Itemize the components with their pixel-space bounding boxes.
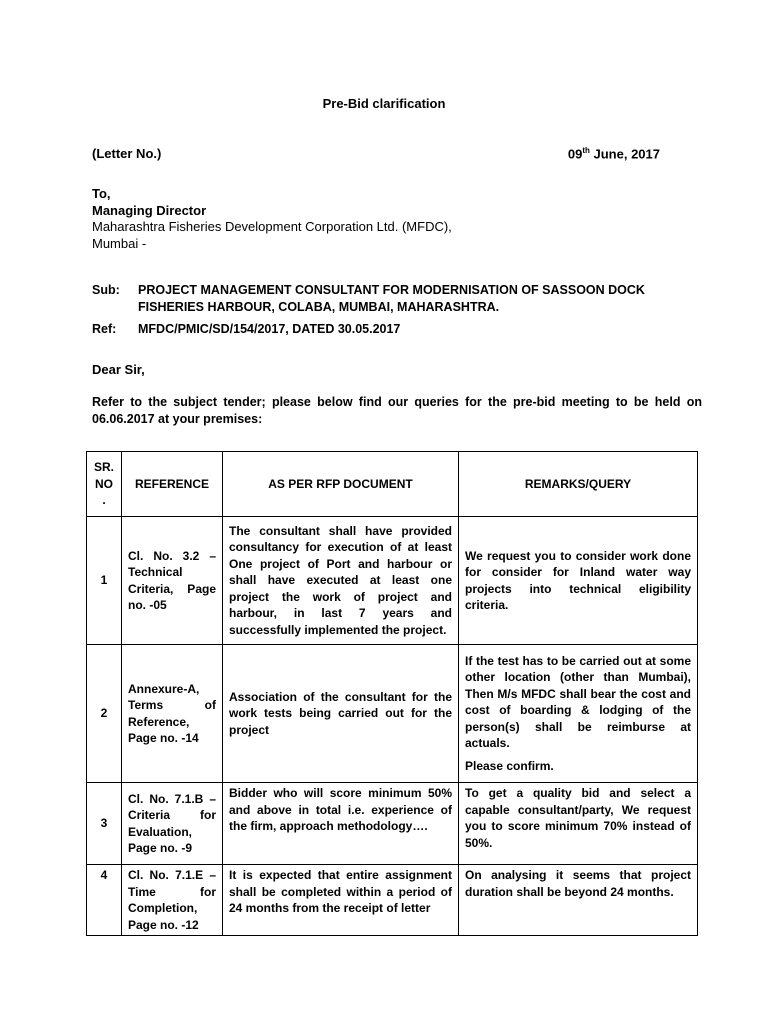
header-rfp: AS PER RFP DOCUMENT bbox=[223, 452, 459, 517]
subject-label: Sub: bbox=[92, 283, 120, 297]
address-block bbox=[92, 186, 692, 252]
city: Mumbai - bbox=[92, 235, 147, 251]
row-reference: Cl. No. 7.1.B – Criteria for Evaluation, Page no. -9 bbox=[122, 783, 223, 865]
subject-line bbox=[92, 282, 702, 315]
row-rfp: It is expected that entire assignment shall be completed within a period of 24 months from the receipt of letter bbox=[223, 865, 459, 936]
table-row bbox=[87, 783, 698, 865]
row-reference: Annexure-A, Terms of Reference, Page no. -14 bbox=[122, 645, 223, 783]
row-remarks: We request you to consider work done for consider for Inland water way projects into technical eligibility criteria. bbox=[459, 517, 698, 645]
row-sr: 1 bbox=[87, 517, 122, 645]
organisation: Maharashtra Fisheries Development Corporation Ltd. (MFDC), bbox=[92, 219, 452, 234]
row-remarks: On analysing it seems that project duration shall be beyond 24 months. bbox=[459, 865, 698, 936]
row-remarks bbox=[459, 645, 698, 783]
header-reference: REFERENCE bbox=[122, 452, 223, 517]
row-remarks: To get a quality bid and select a capable consultant/party, We request you to score minimum 70% instead of 50%. bbox=[459, 783, 698, 865]
salutation: Dear Sir, bbox=[92, 362, 145, 377]
row-rfp: Association of the consultant for the work tests being carried out for the project bbox=[223, 645, 459, 783]
table-row bbox=[87, 645, 698, 783]
reference-label: Ref: bbox=[92, 322, 117, 336]
to-line: To, bbox=[92, 186, 111, 201]
remarks-extra: Please confirm. bbox=[465, 758, 554, 773]
date-month-year: June, 2017 bbox=[589, 146, 660, 162]
table-header-row bbox=[87, 452, 698, 517]
row-rfp: Bidder who will score minimum 50% and above in total i.e. experience of the firm, approach methodology…. bbox=[223, 783, 459, 865]
row-reference: Cl. No. 7.1.E – Time for Completion, Page no. -12 bbox=[122, 865, 223, 936]
remarks-text: If the test has to be carried out at some other location (other than Mumbai), Then M/s MFDC shall bear the cost and cost of boarding & lodging of the person(s) shall be reimburse at actuals. bbox=[465, 653, 691, 751]
reference-line bbox=[92, 321, 702, 338]
queries-table bbox=[86, 451, 698, 936]
row-sr: 3 bbox=[87, 783, 122, 865]
header-sr-no: SR. NO . bbox=[87, 452, 122, 517]
subject-text: PROJECT MANAGEMENT CONSULTANT FOR MODERNISATION OF SASSOON DOCK FISHERIES HARBOUR, COLABA, MUMBAI, MAHARASHTRA. bbox=[138, 283, 645, 314]
reference-text: MFDC/PMIC/SD/154/2017, DATED 30.05.2017 bbox=[138, 322, 401, 336]
row-rfp: The consultant shall have provided consultancy for execution of at least One project of Port and harbour or shall have executed at least one project the work of project and harbour, in last 7 years and successfully implemented the project. bbox=[223, 517, 459, 645]
date-day: 09 bbox=[567, 146, 583, 162]
page-title: Pre-Bid clarification bbox=[322, 96, 446, 111]
letter-header-row bbox=[92, 146, 660, 161]
header-remarks: REMARKS/QUERY bbox=[459, 452, 698, 517]
row-sr: 2 bbox=[87, 645, 122, 783]
addressee: Managing Director bbox=[92, 202, 207, 218]
date-suffix: th bbox=[582, 146, 590, 155]
table-row bbox=[87, 865, 698, 936]
row-reference: Cl. No. 3.2 – Technical Criteria, Page no. -05 bbox=[122, 517, 223, 645]
intro-paragraph: Refer to the subject tender; please below find our queries for the pre-bid meeting to be held on 06.06.2017 at your premises: bbox=[92, 395, 702, 426]
letter-date bbox=[568, 146, 660, 161]
row-sr: 4 bbox=[87, 865, 122, 936]
letter-number: (Letter No.) bbox=[92, 146, 162, 161]
table-row bbox=[87, 517, 698, 645]
